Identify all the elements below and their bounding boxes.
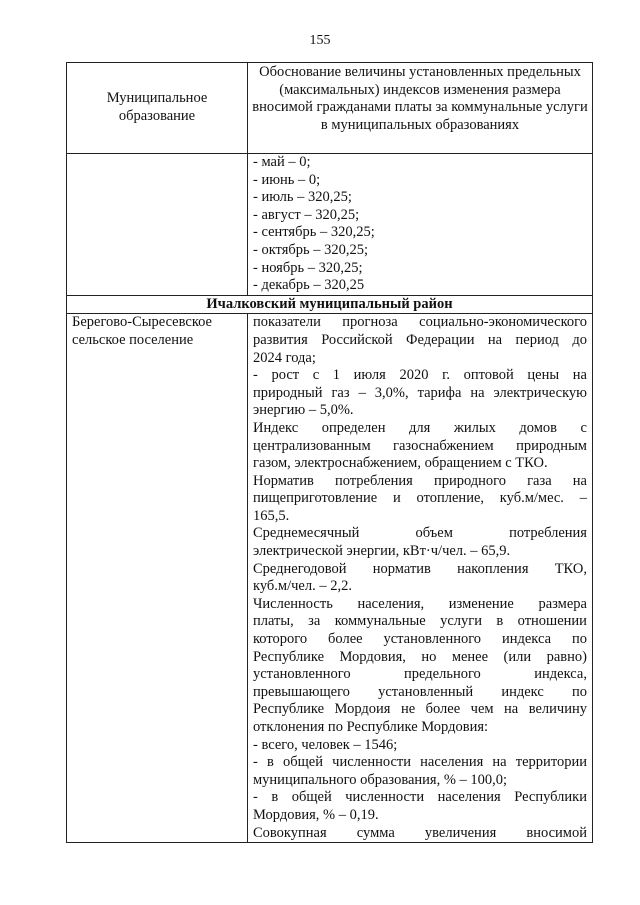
- text-line: Республике Мордовия, но менее (или равно): [253, 648, 587, 665]
- text-line: Численность населения, изменение размера: [253, 595, 587, 612]
- text-line: - в общей численности населения Республики: [253, 789, 587, 806]
- month-item: - июль – 320,25;: [253, 189, 352, 206]
- text-line: развития Российской Федерации на период до: [253, 331, 587, 348]
- settlement-name: Берегово-Сыресевское сельское поселение: [67, 314, 248, 843]
- table-header-row: [67, 63, 593, 154]
- text-line: - всего, человек – 1546;: [253, 736, 398, 753]
- page-number: 155: [309, 33, 331, 48]
- month-item: - июнь – 0;: [253, 171, 321, 188]
- text-line: централизованным газоснабжением природным: [253, 437, 587, 454]
- text-line: отклонения по Республике Мордовия:: [253, 719, 489, 735]
- header-municipality: Муниципальное образование: [67, 63, 248, 154]
- text-line: Республике Мордоия не более чем на величину: [253, 701, 587, 718]
- text-line: пищеприготовление и отопление, куб.м/мес. –: [253, 490, 587, 507]
- month-item: - сентябрь – 320,25;: [253, 224, 375, 241]
- text-line: Среднемесячный объем потребления: [253, 525, 587, 542]
- justification-text: [253, 314, 587, 842]
- text-line: 165,5.: [253, 507, 290, 524]
- text-line: Норматив потребления природного газа на: [253, 472, 587, 489]
- justification-table: [66, 62, 593, 843]
- text-line: установленного предельного индекса,: [253, 666, 587, 683]
- months-list: [253, 154, 587, 295]
- section-title: Ичалковский муниципальный район: [67, 295, 593, 314]
- text-line: Совокупная сумма увеличения вносимой: [253, 824, 587, 841]
- months-cell: [248, 154, 593, 296]
- section-row: [67, 295, 593, 314]
- text-line: платы, за коммунальные услуги в отношении: [253, 613, 587, 630]
- text-line: куб.м/чел. – 2,2.: [253, 578, 352, 595]
- months-row: [67, 154, 593, 296]
- text-line: Среднегодовой норматив накопления ТКО,: [253, 560, 587, 577]
- text-line: электрической энергии, кВт·ч/чел. – 65,9.: [253, 543, 511, 560]
- month-item: - ноябрь – 320,25;: [253, 259, 363, 276]
- text-line: превышающего установленный индекс по: [253, 683, 587, 700]
- text-line: газом, электроснабжением, обращением с ТКО.: [253, 455, 548, 472]
- text-line: Мордовия, % – 0,19.: [253, 806, 379, 823]
- month-item: - октябрь – 320,25;: [253, 241, 369, 258]
- text-line: Индекс определен для жилых домов с: [253, 419, 587, 436]
- text-line: - рост с 1 июля 2020 г. оптовой цены на: [253, 367, 587, 384]
- month-item: - май – 0;: [253, 154, 311, 170]
- month-item: - август – 320,25;: [253, 206, 360, 223]
- text-line: 2024 года;: [253, 349, 316, 366]
- settlement-row: [67, 314, 593, 843]
- month-item: - декабрь – 320,25: [253, 277, 365, 294]
- text-line: - в общей численности населения на территории: [253, 754, 587, 771]
- settlement-justification: [248, 314, 593, 843]
- months-empty-cell: [67, 154, 248, 296]
- text-line: энергию – 5,0%.: [253, 402, 354, 419]
- text-line: муниципального образования, % – 100,0;: [253, 771, 508, 788]
- header-justification: Обоснование величины установленных предельных (максимальных) индексов изменения размера вносимой гражданами платы за коммунальные услуги в муниципальных образованиях: [248, 63, 593, 154]
- text-line: природный газ – 3,0%, тарифа на электрическую: [253, 384, 587, 401]
- text-line: показатели прогноза социально-экономического: [253, 314, 587, 331]
- text-line: которого более установленного индекса по: [253, 631, 587, 648]
